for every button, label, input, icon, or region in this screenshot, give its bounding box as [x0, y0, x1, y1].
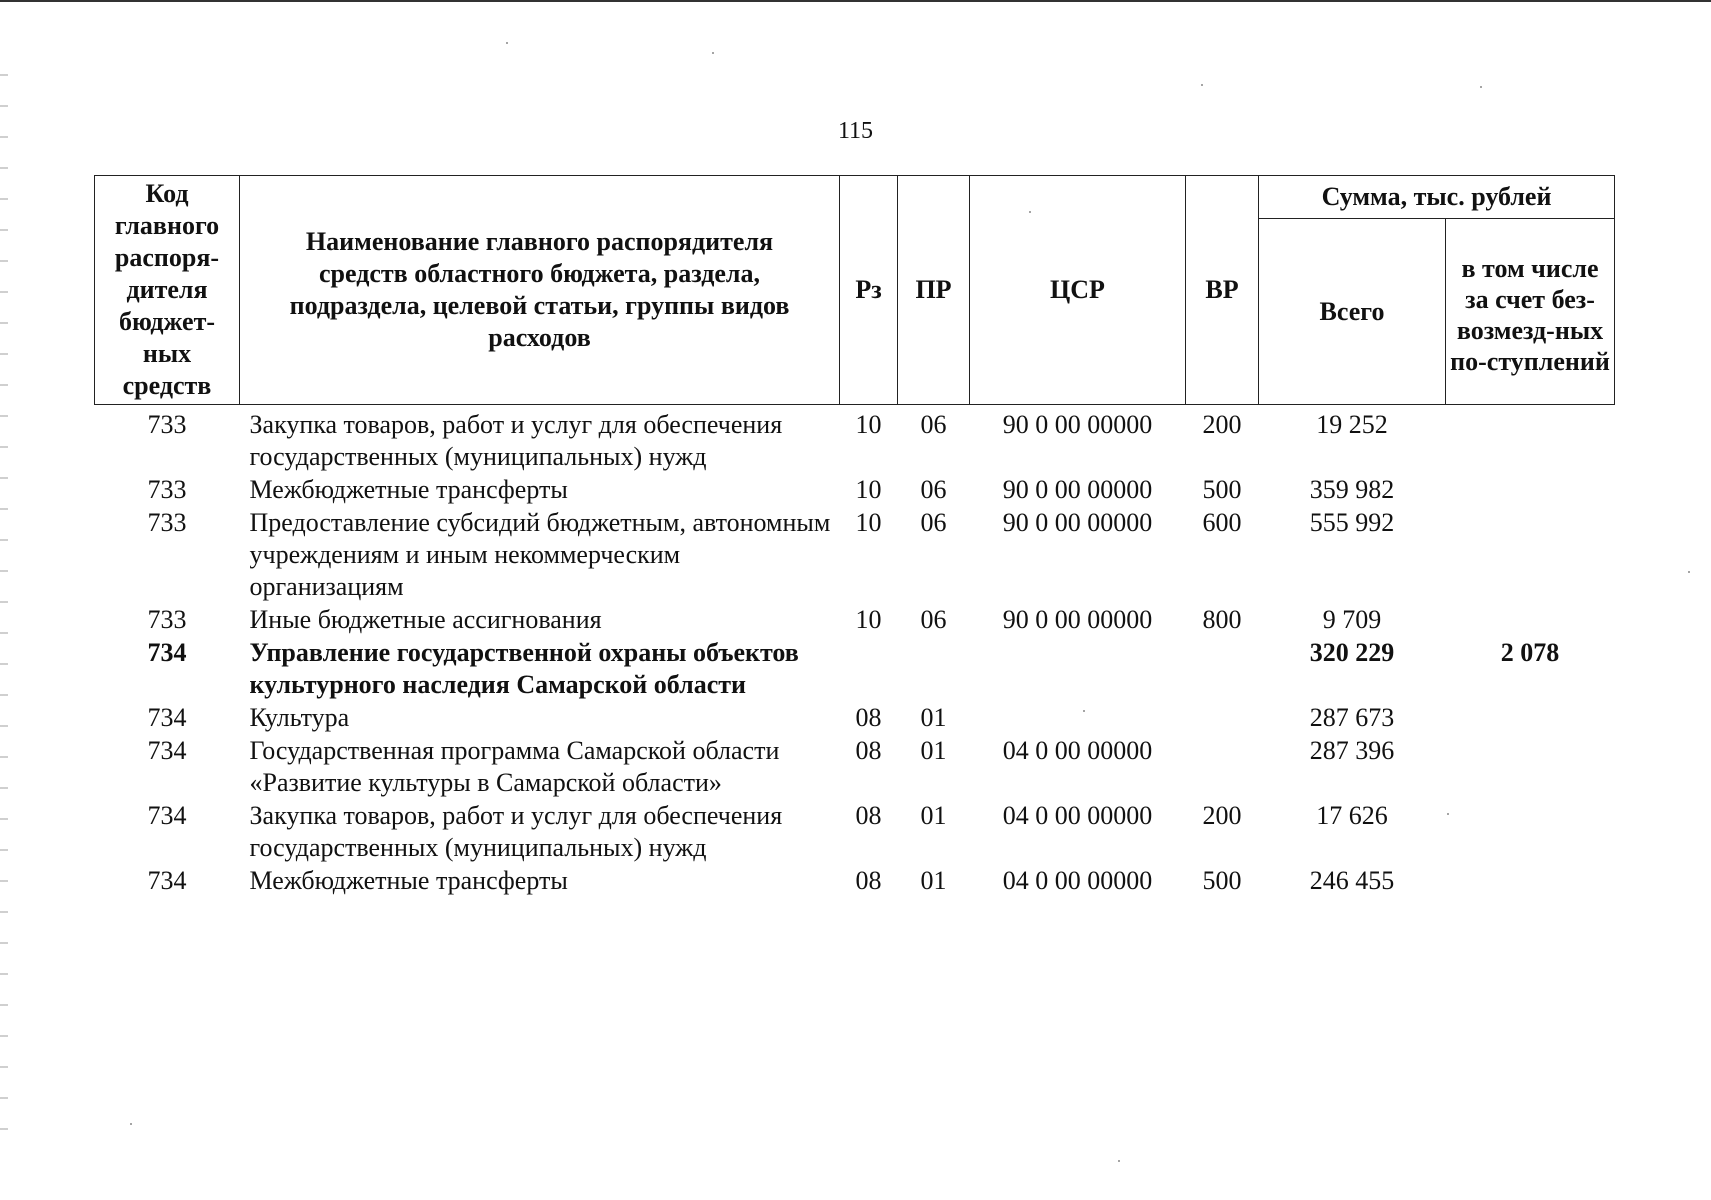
cell-name: Межбюджетные трансферты: [249, 866, 568, 895]
cell-pr: 01: [920, 801, 947, 830]
table-row: [95, 701, 1615, 734]
cell-total: 17 626: [1316, 801, 1388, 830]
cell-vr: 800: [1202, 605, 1242, 634]
cell-code: 733: [147, 508, 187, 537]
header-csr: ЦСР: [970, 176, 1186, 405]
header-total: Всего: [1259, 219, 1446, 405]
table-row: [95, 405, 1615, 474]
cell-csr: 04 0 00 00000: [1002, 736, 1153, 765]
cell-name: Закупка товаров, работ и услуг для обеспечения государственных (муниципальных) нужд: [249, 801, 783, 862]
cell-free: [1446, 405, 1615, 474]
cell-name: Государственная программа Самарской области «Развитие культуры в Самарской области»: [249, 736, 780, 797]
cell-name: Закупка товаров, работ и услуг для обеспечения государственных (муниципальных) нужд: [249, 410, 783, 471]
cell-total: 19 252: [1316, 410, 1388, 439]
cell-csr: [970, 701, 1186, 734]
scan-speck: [1201, 84, 1203, 86]
cell-code: 733: [147, 410, 187, 439]
cell-vr: 200: [1202, 801, 1242, 830]
cell-csr: 90 0 00 00000: [1002, 508, 1153, 537]
cell-free: [1446, 473, 1615, 506]
scan-speck: [712, 52, 714, 54]
cell-pr: 06: [920, 605, 947, 634]
table-row: [95, 603, 1615, 636]
cell-rz: [840, 636, 898, 701]
table-row: [95, 799, 1615, 864]
cell-pr: 06: [920, 475, 947, 504]
table-row: [95, 636, 1615, 701]
header-free: в том числе за счет без-возмезд-ных по-ступлений: [1446, 219, 1615, 405]
cell-name: Управление государственной охраны объектов культурного наследия Самарской области: [249, 638, 799, 699]
scan-speck: [1480, 86, 1482, 88]
header-rz: Рз: [840, 176, 898, 405]
cell-csr: 90 0 00 00000: [1002, 475, 1153, 504]
cell-free: [1446, 701, 1615, 734]
cell-code: 733: [147, 605, 187, 634]
cell-pr: 01: [920, 736, 947, 765]
cell-free: [1446, 603, 1615, 636]
cell-name: Предоставление субсидий бюджетным, автономным учреждениям и иным некоммерческим организациям: [249, 508, 831, 601]
page-top-rule: [0, 0, 1711, 2]
cell-name: Межбюджетные трансферты: [249, 475, 568, 504]
cell-code: 734: [147, 638, 187, 667]
cell-vr: 600: [1202, 508, 1242, 537]
cell-total: 287 396: [1309, 736, 1395, 765]
cell-csr: 90 0 00 00000: [1002, 410, 1153, 439]
cell-total: 9 709: [1322, 605, 1382, 634]
table-row: [95, 734, 1615, 799]
cell-total: 320 229: [1309, 638, 1395, 667]
budget-table: [94, 175, 1615, 897]
cell-name: Иные бюджетные ассигнования: [249, 605, 602, 634]
cell-pr: [898, 636, 970, 701]
cell-pr: 01: [920, 866, 947, 895]
cell-rz: 08: [855, 736, 882, 765]
cell-pr: 01: [920, 703, 947, 732]
cell-rz: 10: [855, 410, 882, 439]
cell-rz: 10: [855, 508, 882, 537]
cell-rz: 10: [855, 605, 882, 634]
cell-free: [1446, 799, 1615, 864]
scan-speck: [506, 42, 508, 44]
cell-rz: 08: [855, 703, 882, 732]
cell-vr: 500: [1202, 866, 1242, 895]
cell-free: [1446, 864, 1615, 897]
table-header: [95, 176, 1615, 405]
header-vr: ВР: [1186, 176, 1259, 405]
scan-speck: [130, 1123, 132, 1125]
cell-code: 734: [147, 703, 187, 732]
table-row: [95, 864, 1615, 897]
table-row: [95, 506, 1615, 603]
scan-speck: [1688, 571, 1690, 573]
cell-code: 734: [147, 866, 187, 895]
cell-csr: [970, 636, 1186, 701]
cell-code: 734: [147, 736, 187, 765]
cell-free: 2 078: [1500, 638, 1560, 667]
cell-code: 734: [147, 801, 187, 830]
scan-speck: [1118, 1160, 1120, 1162]
cell-total: 359 982: [1309, 475, 1395, 504]
cell-total: 287 673: [1309, 703, 1395, 732]
page-number: 115: [837, 118, 874, 144]
cell-csr: 04 0 00 00000: [1002, 866, 1153, 895]
header-code: Код главного распоря-дителя бюджет-ных средств: [95, 176, 240, 405]
header-name: Наименование главного распорядителя средств областного бюджета, раздела, подраздела, целевой статьи, группы видов расходов: [240, 176, 840, 405]
cell-rz: 08: [855, 801, 882, 830]
cell-free: [1446, 734, 1615, 799]
table-body: [95, 405, 1615, 898]
header-pr: ПР: [898, 176, 970, 405]
cell-csr: 90 0 00 00000: [1002, 605, 1153, 634]
cell-vr: 200: [1202, 410, 1242, 439]
cell-vr: [1186, 701, 1259, 734]
cell-total: 555 992: [1309, 508, 1395, 537]
cell-rz: 10: [855, 475, 882, 504]
header-sum-group: Сумма, тыс. рублей: [1259, 176, 1615, 219]
table-row: [95, 473, 1615, 506]
cell-pr: 06: [920, 508, 947, 537]
cell-vr: [1186, 734, 1259, 799]
cell-free: [1446, 506, 1615, 603]
cell-code: 733: [147, 475, 187, 504]
cell-rz: 08: [855, 866, 882, 895]
cell-csr: 04 0 00 00000: [1002, 801, 1153, 830]
cell-name: Культура: [249, 703, 350, 732]
cell-total: 246 455: [1309, 866, 1395, 895]
cell-pr: 06: [920, 410, 947, 439]
cell-vr: 500: [1202, 475, 1242, 504]
scan-edge-noise: [0, 60, 8, 1140]
cell-vr: [1186, 636, 1259, 701]
